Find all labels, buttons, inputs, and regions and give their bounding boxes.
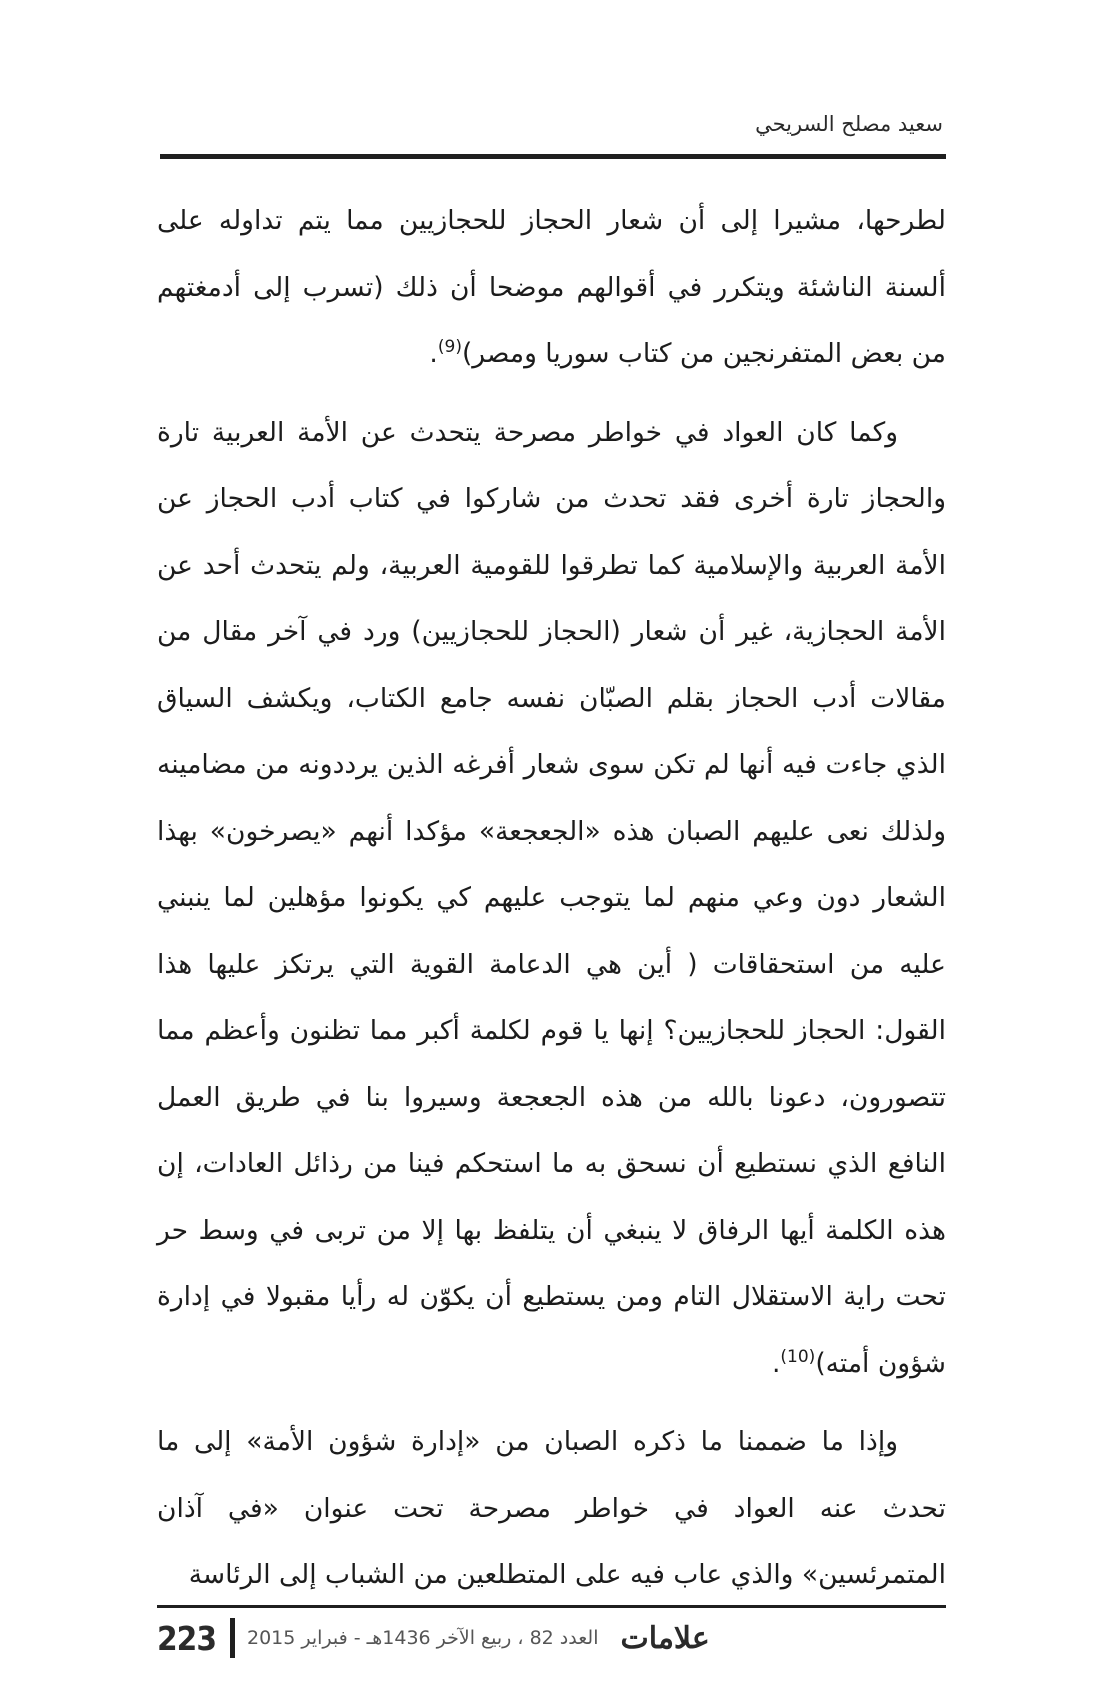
header-rule: [160, 154, 946, 159]
paragraph-3: [157, 1409, 946, 1609]
paragraph-1-text: لطرحها، مشيرا إلى أن شعار الحجاز للحجازيين مما يتم تداوله على ألسنة الناشئة ويتكرر في أقوالهم موضحا أن ذلك (تسرب إلى أدمغتهم من بعض المتفرنجين من كتاب سوريا ومصر): [157, 205, 946, 369]
issue-info: العدد 82 ، ربيع الآخر 1436هـ - فبراير 2015: [246, 1627, 599, 1649]
journal-logo: علامات: [620, 1620, 710, 1656]
page-number: 223: [157, 1618, 216, 1658]
paragraph-3-text: وإذا ما ضممنا ما ذكره الصبان من «إدارة شؤون الأمة» إلى ما تحدث عنه العواد في خواطر مصرحة تحت عنوان «في آذان المتمرئسين» والذي عاب فيه على المتطلعين من الشباب إلى الرئاسة: [157, 1426, 946, 1590]
footer-rule: [157, 1605, 946, 1608]
body-text: [157, 188, 946, 1609]
page-footer: [157, 1615, 710, 1661]
paragraph-2-text: وكما كان العواد في خواطر مصرحة يتحدث عن الأمة العربية تارة والحجاز تارة أخرى فقد تحدث من شاركوا في كتاب أدب الحجاز عن الأمة العربية والإسلامية كما تطرقوا للقومية العربية، ولم يتحدث أحد عن الأمة الحجازية، غير أن شعار (الحجاز للحجازيين) ورد في آخر مقال من مقالات أدب الحجاز بقلم الصبّان نفسه جامع الكتاب، ويكشف السياق الذي جاءت فيه أنها لم تكن سوى شعار أفرغه الذين يرددونه من مضامينه ولذلك نعى عليهم الصبان هذه «الجعجعة» مؤكدا أنهم «يصرخون» بهذا الشعار دون وعي منهم لما يتوجب عليهم كي يكونوا مؤهلين لما ينبني عليه من استحقاقات ( أين هي الدعامة القوية التي يرتكز عليها هذا القول: الحجاز للحجازيين؟ إنها يا قوم لكلمة أكبر مما تظنون وأعظم مما تتصورون، دعونا بالله من هذه الجعجعة وسيروا بنا في طريق العمل النافع الذي نستطيع أن نسحق به ما استحكم فينا من رذائل العادات، إن هذه الكلمة أيها الرفاق لا ينبغي أن يتلفظ بها إلا من تربى في وسط حر تحت راية الاستقلال التام ومن يستطيع أن يكوّن له رأيا مقبولا في إدارة شؤون أمته): [157, 416, 946, 1379]
footer-separator-bar: [230, 1618, 235, 1658]
paragraph-1: [157, 188, 946, 388]
paragraph-2: [157, 400, 946, 1398]
paragraph-2-end: .: [771, 1347, 781, 1379]
footnote-ref-9[interactable]: (9): [437, 337, 462, 358]
paragraph-1-end: .: [429, 338, 438, 369]
running-head-author: سعيد مصلح السريحي: [755, 112, 943, 136]
footnote-ref-10[interactable]: (10): [780, 1346, 816, 1367]
